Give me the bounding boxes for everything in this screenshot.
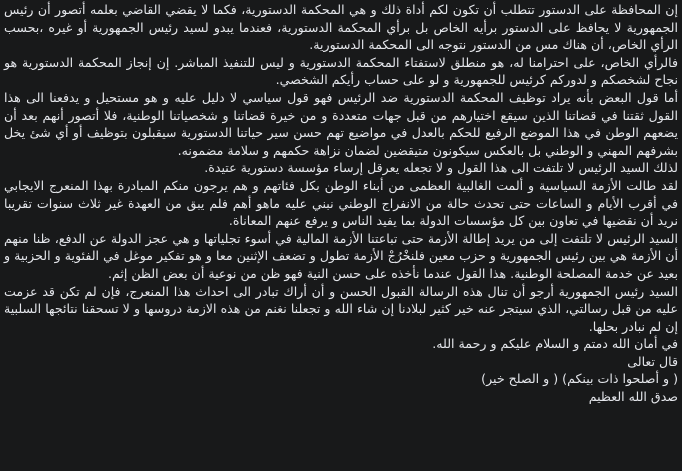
paragraph-farewell: في أمان الله دمتم و السلام عليكم و رحمة الله. bbox=[432, 336, 678, 352]
paragraph-personal-opinion: فالرأي الخاص، على احترامنا له، هو منطلق لاستفتاء المحكمة الدستورية و ليس للتنفيذ المباشر. إن إنجاز المحكمة الدستورية هو نجاح لشخصكم و لدوركم كرئيس للجمهورية و لو على حساب رأيكم الشخصي. bbox=[4, 54, 678, 88]
paragraph-appeal-to-president: السيد رئيس الجمهورية أرجو أن تنال هذه الرسالة القبول الحسن و أن أراك تبادر الى احداث هذا المنعرج، فإن لم تكن قد عزمت عليه من قبل رسالتي، الذي سيتجر عنه خير كثير لبلادنا إن شاء الله و تجعلنا نغنم من هذه الازمة دروسها و لا تسحقنا نتائجها السلبية إن لم نبادر بحلها. bbox=[4, 283, 678, 334]
paragraph-political-crisis: لقد طالت الأزمة السياسية و ألمت الغالبية العظمى من أبناء الوطن بكل فئاتهم و هم يرجون منكم المبادرة بهذا المنعرج الايجابي في أقرب الأيام و الساعات حتى تحدث حالة من الانفراج الوطني نبني عليه ماهو أهم فلم يبق من العهدة غير ثلاث سنوات تقريبا نريد أن نقضيها في تعاون بين كل مؤسسات الدولة بما يفيد الناس و يرفع عنهم المعاناة. bbox=[4, 177, 678, 229]
paragraph-quote-verse: ( و أصلحوا ذات بينكم) ( و الصلح خير) bbox=[481, 371, 678, 387]
paragraph-judges-trust: أما قول البعض بأنه يراد توظيف المحكمة الدستورية ضد الرئيس فهو قول سياسي لا دليل عليه و هو مستحيل و يدفعنا الى هذا القول ثقتنا في قضاتنا الذين سيقع اختيارهم من قبل جهات متعددة و من خيرة قضاتنا و شخصياتنا الوطنية، فلا أتصور أنهم بعد أن يضعهم الوطن في هذا الموضع الرفيع للحكم بالعدل في مواضيع تهم حسن سير حياتنا الدستورية سيقبلون بتوظيف أو أي شئ يخل بشرفهم المهني و الوطني بل بالعكس سيكونون متيقضين لضمان نزاهة حكمهم و سلامة مضمونه. bbox=[4, 89, 678, 158]
paragraph-financial-crisis: السيد الرئيس لا تلتفت إلى من يريد إطالة الأزمة حتى تباعتنا الأزمة المالية في أسوء تجلياتها و هي عجز الدولة عن الدفع، ظنا منهم أن الأزمة هي بين رئيس الجمهورية و حزب معين فلنخْرُجْ الأزمة تطول و تضعف الإثنين معا و هو تفكير موغل في الفئوية و الحزبية و بعيد عن خدمة المصلحة الوطنية. هذا القول عندما نأخذه على حسن النية فهو ظن من نوعية أن بعض الظن إثم. bbox=[4, 230, 678, 281]
paragraph-quote-intro: قال تعالى bbox=[627, 353, 678, 369]
paragraph-do-not-heed: لذلك السيد الرئيس لا تلتفت الى هذا القول و لا تجعله يعرقل إرساء مؤسسة دستورية عتيدة. bbox=[204, 160, 678, 176]
paragraph-quote-closing: صدق الله العظيم bbox=[588, 389, 678, 405]
paragraph-constitution-tool: إن المحافظة على الدستور تتطلب أن تكون لكم أداة ذلك و هي المحكمة الدستورية، فكما لا يقضي القاضي بعلمه أتصور أن رئيس الجمهورية لا يحافظ على الدستور برأيه الخاص بل برأي المحكمة الدستورية، فعندما يبدو لسيد رئيس الجمهورية أو غيره ،بحسب الرأي الخاص، أن هناك مس من الدستور نتوجه الى المحكمة الدستورية. bbox=[4, 2, 678, 53]
